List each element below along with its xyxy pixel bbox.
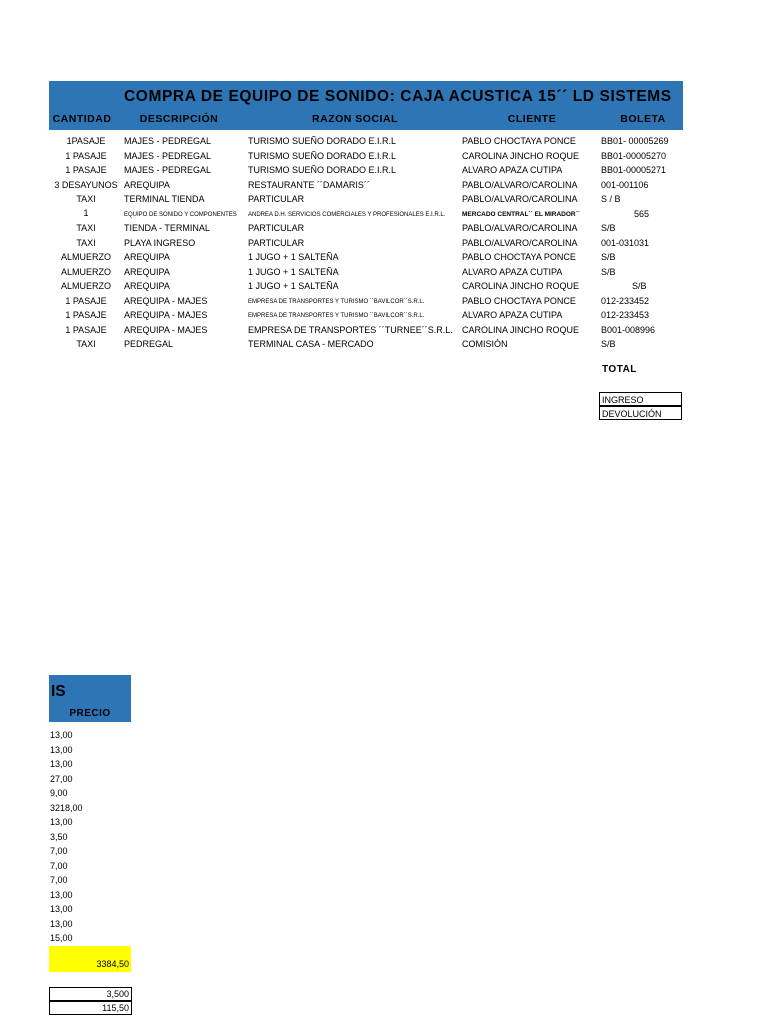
cell-razon-social: RESTAURANTE ´´DAMARIS´´ bbox=[248, 179, 370, 190]
cell-cantidad: 1 PASAJE bbox=[65, 150, 107, 161]
cell-boleta: 012-233453 bbox=[601, 310, 650, 320]
price-cell: 13,00 bbox=[50, 904, 73, 914]
cell-boleta: S/B bbox=[601, 339, 616, 349]
cell-razon-social: EMPRESA DE TRANSPORTES Y TURISMO ´´BAVILCOR´´S.R.L. bbox=[248, 313, 425, 319]
cell-cantidad: ALMUERZO bbox=[60, 281, 111, 291]
price-cell: 7,00 bbox=[50, 846, 68, 856]
price-cell: 13,00 bbox=[50, 744, 73, 755]
price-cell: 3218,00 bbox=[50, 802, 83, 813]
cell-cliente: PABLO/ALVARO/CAROLINA bbox=[462, 194, 578, 204]
header-descripcion: DESCRIPCIÓN bbox=[139, 113, 219, 125]
cell-cliente: ALVARO APAZA CUTIPA bbox=[462, 310, 563, 320]
header-razon-social: RAZON SOCIAL bbox=[312, 113, 398, 125]
total-label: TOTAL bbox=[602, 364, 637, 375]
header-cliente: CLIENTE bbox=[507, 113, 557, 125]
cell-cantidad: 1PASAJE bbox=[66, 136, 106, 146]
devolucion-value: 115,50 bbox=[49, 1001, 132, 1015]
cell-razon-social: PARTICULAR bbox=[248, 237, 305, 248]
price-cell: 7,00 bbox=[50, 875, 68, 885]
cell-cliente: PABLO/ALVARO/CAROLINA bbox=[462, 179, 578, 190]
cell-razon-social: 1 JUGO + 1 SALTEÑA bbox=[248, 252, 339, 262]
cell-boleta: BB01-00005271 bbox=[601, 165, 667, 175]
cell-descripcion: EQUIPO DE SONIDO Y COMPONENTES bbox=[124, 211, 237, 218]
header-cantidad: CANTIDAD bbox=[52, 113, 112, 125]
cell-cantidad: TAXI bbox=[76, 194, 96, 204]
price-cell: 3,50 bbox=[50, 831, 68, 842]
cell-cantidad: ALMUERZO bbox=[60, 266, 111, 277]
cell-cliente: CAROLINA JINCHO ROQUE bbox=[462, 281, 580, 291]
cell-boleta: BB01- 00005269 bbox=[601, 136, 669, 146]
cell-descripcion: MAJES - PEDREGAL bbox=[124, 136, 212, 146]
page2-title-fragment: IS bbox=[51, 683, 66, 700]
cell-boleta: B001-008996 bbox=[601, 324, 656, 335]
cell-cantidad: TAXI bbox=[76, 237, 96, 248]
cell-boleta: S/B bbox=[601, 223, 616, 233]
cell-descripcion: AREQUIPA - MAJES bbox=[124, 310, 208, 320]
cell-descripcion: AREQUIPA bbox=[124, 281, 170, 291]
cell-cantidad: 3 DESAYUNOS bbox=[54, 179, 118, 190]
price-cell: 13,00 bbox=[50, 889, 73, 900]
price-cell: 15,00 bbox=[50, 933, 73, 943]
cell-razon-social: EMPRESA DE TRANSPORTES Y TURISMO ´´BAVILCOR´´S.R.L. bbox=[248, 298, 425, 305]
cell-razon-social: EMPRESA DE TRANSPORTES ´´TURNEE´´S.R.L. bbox=[248, 324, 453, 335]
cell-razon-social: ANDREA D.H. SERVICIOS COMERCIALES Y PROFESIONALES E.I.R.L. bbox=[248, 211, 446, 218]
cell-descripcion: AREQUIPA bbox=[124, 252, 170, 262]
page-title: COMPRA DE EQUIPO DE SONIDO: CAJA ACUSTICA 15´´ LD SISTEMS bbox=[124, 88, 672, 105]
cell-cantidad: 1 PASAJE bbox=[65, 310, 107, 320]
header-boleta: BOLETA bbox=[620, 113, 666, 125]
cell-cliente: PABLO/ALVARO/CAROLINA bbox=[462, 237, 578, 248]
cell-boleta: S / B bbox=[601, 194, 621, 204]
price-cell: 27,00 bbox=[50, 773, 73, 784]
cell-cantidad: TAXI bbox=[76, 223, 96, 233]
cell-cliente: PABLO CHOCTAYA PONCE bbox=[462, 252, 576, 262]
cell-descripcion: AREQUIPA - MAJES bbox=[124, 295, 208, 306]
cell-descripcion: MAJES - PEDREGAL bbox=[124, 165, 212, 175]
cell-razon-social: PARTICULAR bbox=[248, 223, 305, 233]
header-precio: PRECIO bbox=[69, 708, 111, 719]
cell-descripcion: AREQUIPA bbox=[124, 266, 170, 277]
price-cell: 9,00 bbox=[50, 788, 68, 798]
price-cell: 13,00 bbox=[50, 817, 73, 827]
cell-razon-social: TURISMO SUEÑO DORADO E.I.R.L bbox=[248, 150, 397, 161]
cell-boleta: BB01-00005270 bbox=[601, 150, 667, 161]
cell-boleta: 012-233452 bbox=[601, 295, 650, 306]
cell-boleta: 565 bbox=[634, 208, 650, 219]
cell-descripcion: AREQUIPA bbox=[124, 179, 170, 190]
cell-cliente: CAROLINA JINCHO ROQUE bbox=[462, 324, 580, 335]
cell-cliente: PABLO CHOCTAYA PONCE bbox=[462, 136, 576, 146]
total-value: 3384,50 bbox=[49, 946, 131, 972]
cell-boleta: S/B bbox=[632, 281, 647, 291]
price-cell: 13,00 bbox=[50, 759, 73, 769]
cell-cliente: CAROLINA JINCHO ROQUE bbox=[462, 150, 580, 161]
cell-descripcion: TIENDA - TERMINAL bbox=[124, 223, 210, 233]
cell-descripcion: MAJES - PEDREGAL bbox=[124, 150, 212, 161]
cell-razon-social: PARTICULAR bbox=[248, 194, 305, 204]
cell-razon-social: TURISMO SUEÑO DORADO E.I.R.L bbox=[248, 136, 397, 146]
cell-razon-social: TERMINAL CASA - MERCADO bbox=[248, 339, 374, 349]
cell-boleta: S/B bbox=[601, 252, 616, 262]
price-cell: 13,00 bbox=[50, 918, 73, 929]
cell-cantidad: 1 PASAJE bbox=[65, 295, 107, 306]
cell-descripcion: PEDREGAL bbox=[124, 339, 174, 349]
price-cell: 7,00 bbox=[50, 860, 68, 871]
cell-boleta: 001-001106 bbox=[601, 179, 649, 190]
cell-cantidad: ALMUERZO bbox=[60, 252, 111, 262]
cell-descripcion: AREQUIPA - MAJES bbox=[124, 324, 208, 335]
cell-cliente: MERCADO CENTRAL´´ EL MIRADOR´´ bbox=[462, 210, 580, 218]
cell-razon-social: 1 JUGO + 1 SALTEÑA bbox=[248, 266, 339, 277]
ingreso-label: INGRESO bbox=[599, 392, 682, 406]
cell-cliente: PABLO/ALVARO/CAROLINA bbox=[462, 223, 578, 233]
cell-razon-social: TURISMO SUEÑO DORADO E.I.R.L bbox=[248, 165, 397, 175]
devolucion-label: DEVOLUCIÓN bbox=[599, 406, 682, 420]
cell-razon-social: 1 JUGO + 1 SALTEÑA bbox=[248, 281, 339, 291]
cell-cantidad: 1 PASAJE bbox=[65, 324, 107, 335]
price-cell: 13,00 bbox=[50, 730, 73, 740]
cell-cantidad: 1 bbox=[83, 207, 89, 218]
cell-cliente: ALVARO APAZA CUTIPA bbox=[462, 266, 563, 277]
cell-cantidad: 1 PASAJE bbox=[65, 165, 107, 175]
cell-descripcion: PLAYA INGRESO bbox=[124, 237, 196, 248]
cell-cliente: PABLO CHOCTAYA PONCE bbox=[462, 295, 576, 306]
cell-cantidad: TAXI bbox=[76, 339, 96, 349]
ingreso-value: 3,500 bbox=[49, 987, 132, 1001]
cell-boleta: S/B bbox=[601, 266, 616, 277]
cell-cliente: COMISIÓN bbox=[462, 339, 508, 349]
cell-cliente: ALVARO APAZA CUTIPA bbox=[462, 165, 563, 175]
cell-descripcion: TERMINAL TIENDA bbox=[124, 194, 205, 204]
cell-boleta: 001-031031 bbox=[601, 237, 650, 248]
